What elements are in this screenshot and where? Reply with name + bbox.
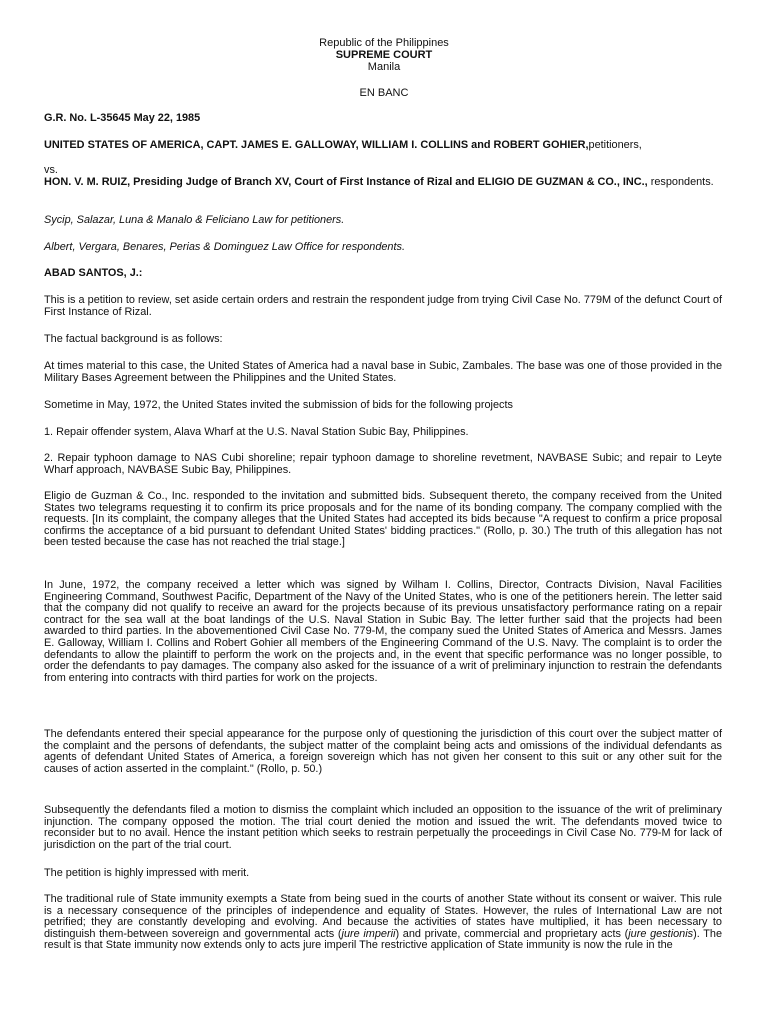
republic-line: Republic of the Philippines (319, 37, 449, 49)
paragraph: The defendants entered their special appearance for the purpose only of questioning the jurisdiction of this court over the subject matter of the complaint and the persons of defendants, the subject matter of the complaint being acts and omissions of the individual defendants as agents of defendant United States of America, a foreign sovereign which has not given her consent to this suit or any other suit for the causes of action asserted in the complaint." (Rollo, p. 50.) (44, 728, 722, 775)
paragraph: At times material to this case, the United States of America had a naval base in Subic, Zambales. The base was one of those provided in the Military Bases Agreement between the Philippines and the United States. (44, 360, 722, 384)
paragraph-text: ). The result is that State immunity now extends only to acts jure imperil The restrictive application of State immunity is now the rule in the (44, 927, 722, 952)
paragraph: Eligio de Guzman & Co., Inc. responded to the invitation and submitted bids. Subsequent thereto, the company received from the United States two telegrams requesting it to confirm its price proposals and for the name of its bonding company. The company complied with the requests. [In its complaint, the company alleges that the United States had accepted its bids because "A request to confirm a price proposal confirms the acceptance of a bid pursuant to defendant United States' bidding practices." (Rollo, p. 30.) The truth of this allegation has not been tested because the case has not reached the trial stage.] (44, 490, 722, 549)
petitioners-names: UNITED STATES OF AMERICA, CAPT. JAMES E. GALLOWAY, WILLIAM I. COLLINS and ROBERT GOHIER, (44, 139, 589, 151)
paragraph: Subsequently the defendants filed a motion to dismiss the complaint which included an opposition to the issuance of the writ of preliminary injunction. The company opposed the motion. The trial court denied the motion and issued the writ. The defendants moved twice to reconsider but to no avail. Hence the instant petition which seeks to restrain perpetually the proceedings in Civil Case No. 779-M for lack of jurisdiction on the part of the trial court. (44, 804, 722, 851)
case-number: G.R. No. L-35645 May 22, 1985 (44, 112, 201, 124)
division-line: EN BANC (359, 87, 409, 99)
court-city: Manila (367, 61, 401, 73)
paragraph: In June, 1972, the company received a letter which was signed by Wilham I. Collins, Director, Contracts Division, Naval Facilities Engineering Command, Southwest Pacific, Department of the Navy of the United States, who is one of the petitioners herein. The letter said that the company did not qualify to receive an award for the projects because of its previous unsatisfactory performance rating on a repair contract for the sea wall at the boat landings of the U.S. Naval Station in Subic Bay. The letter further said that the projects had been awarded to third parties. In the abovementioned Civil Case No. 779-M, the company sued the United States of America and Messrs. James E. Galloway, William I. Collins and Robert Gohier all members of the Engineering Command of the U.S. Navy. The complaint is to order the defendants to allow the plaintiff to perform the work on the projects and, in the event that specific performance was no longer possible, to order the defendants to pay damages. The company also asked for the issuance of a writ of preliminary injunction to restrain the defendants from entering into contracts with third parties for work on the projects. (44, 579, 722, 684)
respondents-role: respondents. (647, 176, 714, 188)
latin-term: jure imperii (341, 927, 396, 940)
versus-line: vs. (44, 164, 58, 176)
list-item: 2. Repair typhoon damage to NAS Cubi shoreline; repair typhoon damage to shoreline revetment, NAVBASE Subic; and repair to Leyte Wharf approach, NAVBASE Subic Bay, Philippines. (44, 452, 722, 476)
counsel-petitioners: Sycip, Salazar, Luna & Manalo & Feliciano Law for petitioners. (44, 214, 345, 226)
court-name: SUPREME COURT (335, 49, 433, 61)
paragraph-text: The traditional rule of State immunity exempts a State from being sued in the courts of another State without its consent or waiver. This rule is a necessary consequence of the principles of independence and equality of States. However, the rules of International Law are not petrified; they are constantly developing and evolving. And because the activities of states have multiplied, it has been necessary to distinguish them-between sovereign and governmental acts ( (44, 893, 722, 940)
paragraph: This is a petition to review, set aside certain orders and restrain the respondent judge from trying Civil Case No. 779M of the defunct Court of First Instance of Rizal. (44, 294, 722, 318)
respondents-caption (44, 177, 722, 189)
ponente: ABAD SANTOS, J.: (44, 267, 143, 279)
latin-term: jure gestionis (628, 927, 694, 940)
paragraph-text: ) and private, commercial and proprietary acts ( (395, 927, 629, 940)
paragraph: The petition is highly impressed with merit. (44, 867, 250, 879)
paragraph: Sometime in May, 1972, the United States invited the submission of bids for the following projects (44, 399, 513, 411)
list-item: 1. Repair offender system, Alava Wharf at the U.S. Naval Station Subic Bay, Philippines. (44, 426, 469, 438)
respondents-names: HON. V. M. RUIZ, Presiding Judge of Branch XV, Court of First Instance of Rizal and ELIGIO DE GUZMAN & CO., INC., (44, 176, 648, 188)
paragraph: The factual background is as follows: (44, 333, 223, 345)
petitioners-role: petitioners, (588, 139, 642, 151)
counsel-respondents: Albert, Vergara, Benares, Perias & Dominguez Law Office for respondents. (44, 241, 405, 253)
paragraph (44, 894, 722, 952)
case-caption (44, 140, 722, 152)
